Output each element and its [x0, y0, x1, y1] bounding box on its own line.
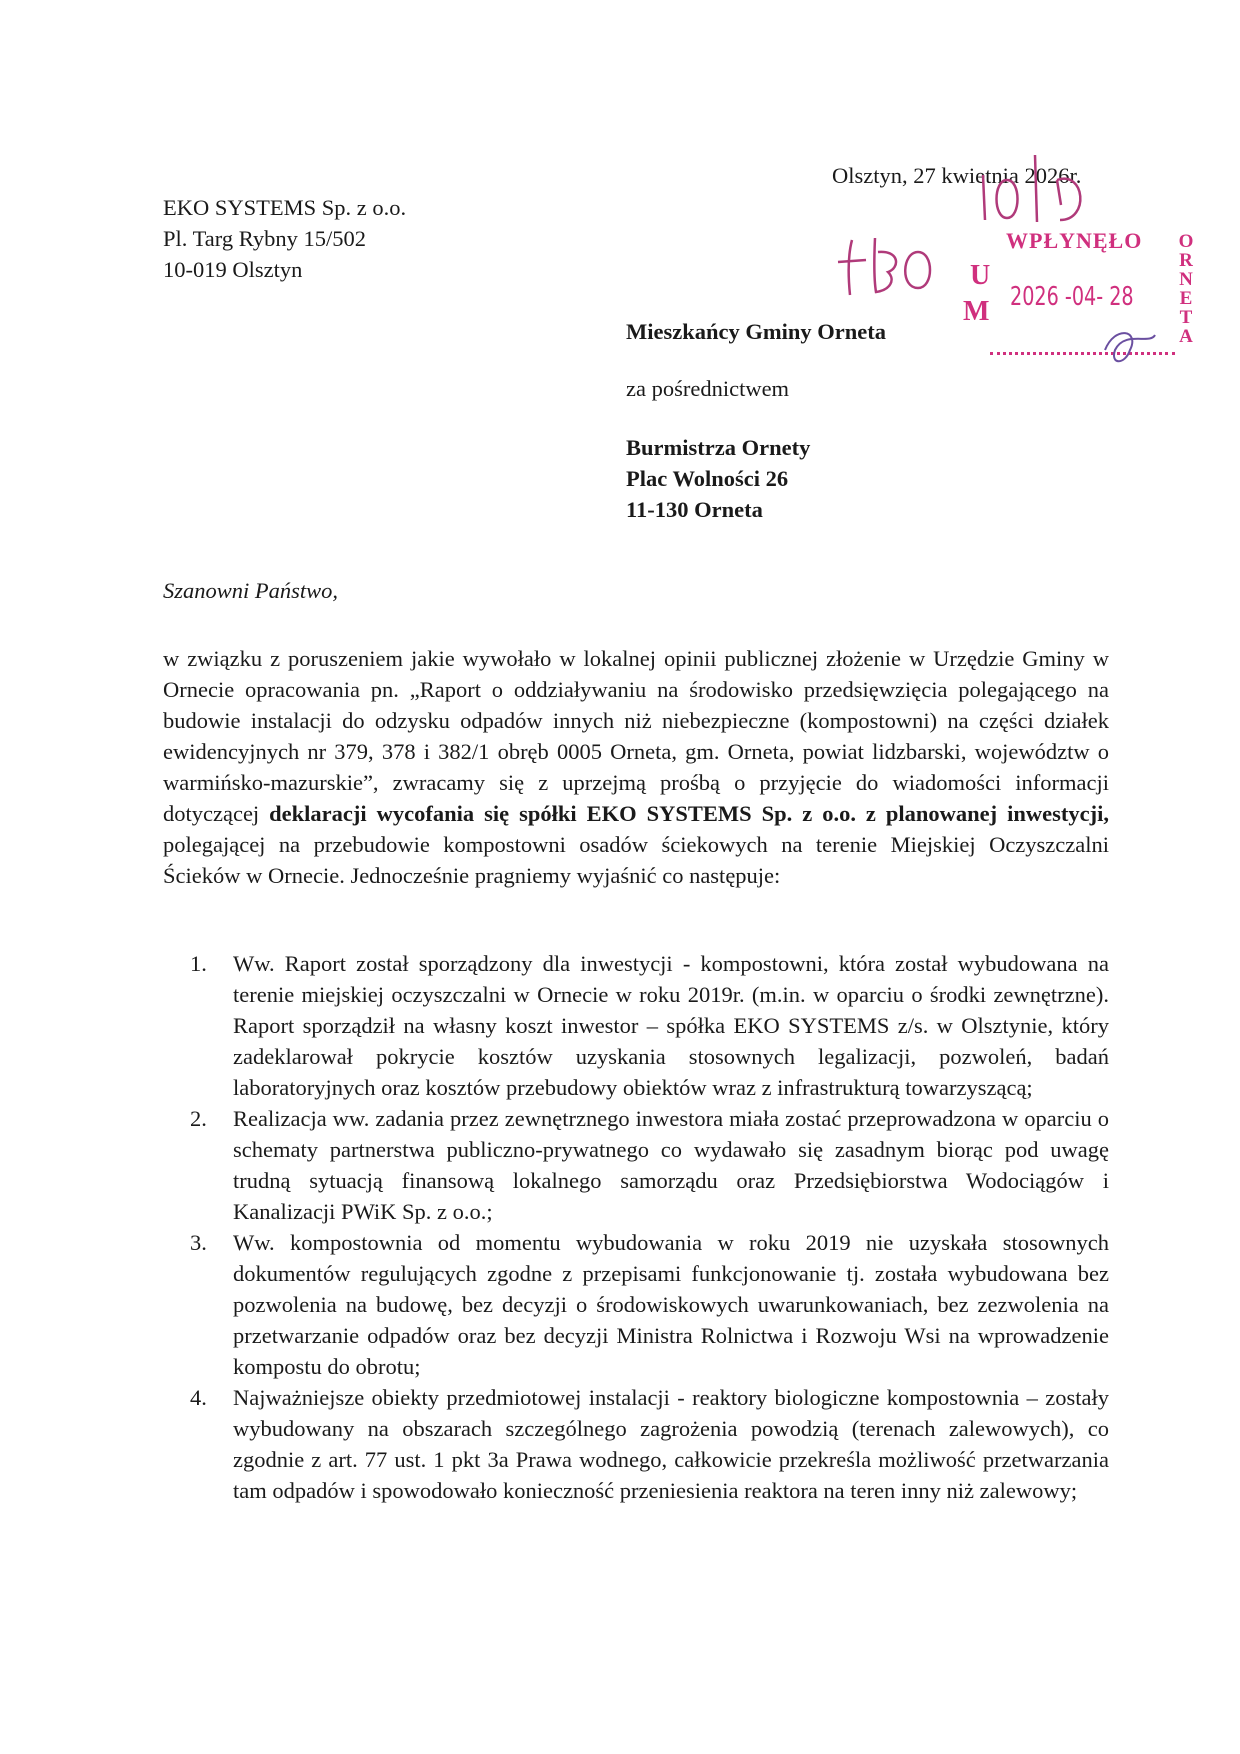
stamp-vertical-orneta: O R N E T A — [1178, 231, 1194, 347]
list-item: 2. Realizacja ww. zadania przez zewnętrznego inwestora miała zostać przeprowadzona w oparciu o schematy partnerstwa publiczno-prywatnego co wydawało się zasadnym biorąc pod uwagę trudną sytuacją finansową lokalnego samorządu oraz Przedsiębiorstwa Wodociągów i Kanalizacji PWiK Sp. z o.o.; — [190, 1106, 1109, 1224]
recipient-city: 11-130 Orneta — [626, 497, 763, 522]
sender-company: EKO SYSTEMS Sp. z o.o. — [163, 195, 407, 220]
sender-street: Pl. Targ Rybny 15/502 — [163, 226, 366, 251]
received-stamp-title: WPŁYNĘŁO — [1006, 228, 1143, 253]
list-item: 3. Ww. kompostownia od momentu wybudowania w roku 2019 nie uzyskała stosownych dokumentów regulujących zgodne z przepisami funkcjonowanie tj. została wybudowana bez pozwolenia na budowę, bez decyzji o środowiskowych uwarunkowaniach, bez zezwolenia na przetwarzanie odpadów oraz bez decyzji Ministra Rolnictwa i Rozwoju Wsi na wprowadzenie kompostu do obrotu; — [190, 1230, 1109, 1379]
recipient-street: Plac Wolności 26 — [626, 466, 789, 491]
explanation-list — [190, 948, 1109, 1506]
letter-date: Olsztyn, 27 kwietnia 2026r. — [832, 163, 1082, 188]
list-item: 1. Ww. Raport został sporządzony dla inwestycji - kompostowni, która został wybudowana na terenie miejskiej oczyszczalni w Ornecie w roku 2019r. (m.in. w oparciu o środki zewnętrzne). Raport sporządził na własny koszt inwestor – spółka EKO SYSTEMS z/s. w Olsztynie, który zadeklarował pokrycie kosztów uzyskania stosownych legalizacji, pozwoleń, badań laboratoryjnych oraz kosztów przebudowy obiektów wraz z infrastrukturą towarzyszącą; — [190, 951, 1109, 1100]
salutation: Szanowni Państwo, — [163, 578, 339, 603]
handwritten-note-fbo — [830, 230, 940, 300]
stamp-dotted-line — [990, 352, 1175, 355]
handwritten-number — [975, 150, 1095, 230]
recipient-mayor: Burmistrza Ornety — [626, 435, 811, 460]
sender-address — [163, 192, 406, 285]
stamp-letter-u: U — [970, 260, 991, 291]
recipient-via: za pośrednictwem — [626, 376, 790, 401]
recipient-title: Mieszkańcy Gminy Orneta — [626, 319, 886, 344]
stamp-date: 2026 -04- 28 — [1010, 282, 1134, 312]
stamp-letter-m: M — [963, 296, 990, 327]
recipient-address — [626, 432, 810, 525]
body-paragraph: w związku z poruszeniem jakie wywołało w lokalnej opinii publicznej złożenie w Urzędzie Gminy w Ornecie opracowania pn. „Raport o oddziaływaniu na środowisko przedsięwzięcia polegającego na budowie instalacji do odzysku odpadów innych niż niebezpieczne (kompostowni) na części działek ewidencyjnych nr 379, 378 i 382/1 obręb 0005 Orneta, gm. Orneta, powiat lidzbarski, województw o warmińsko-mazurskie”, zwracamy się z uprzejmą prośbą o przyjęcie do wiadomości informacji dotyczącej deklaracji wycofania się spółki EKO SYSTEMS Sp. z o.o. z planowanej inwestycji, polegającej na przebudowie kompostowni osadów ściekowych na terenie Miejskiej Oczyszczalni Ścieków w Ornecie. Jednocześnie pragniemy wyjaśnić co następuje: — [163, 646, 1109, 888]
signature-mark — [1100, 320, 1160, 370]
list-item: 4. Najważniejsze obiekty przedmiotowej instalacji - reaktory biologiczne kompostownia – zostały wybudowany na obszarach szczególnego zagrożenia powodzią (terenach zalewowych), co zgodnie z art. 77 ust. 1 pkt 3a Prawa wodnego, całkowicie przekreśla możliwość przetwarzania tam odpadów i spowodowało konieczność przeniesienia reaktora na teren inny niż zalewowy; — [190, 1385, 1109, 1503]
sender-city: 10-019 Olsztyn — [163, 257, 303, 282]
body-emphasis: deklaracji wycofania się spółki EKO SYSTEMS Sp. z o.o. z planowanej inwestycji, — [269, 801, 1109, 826]
